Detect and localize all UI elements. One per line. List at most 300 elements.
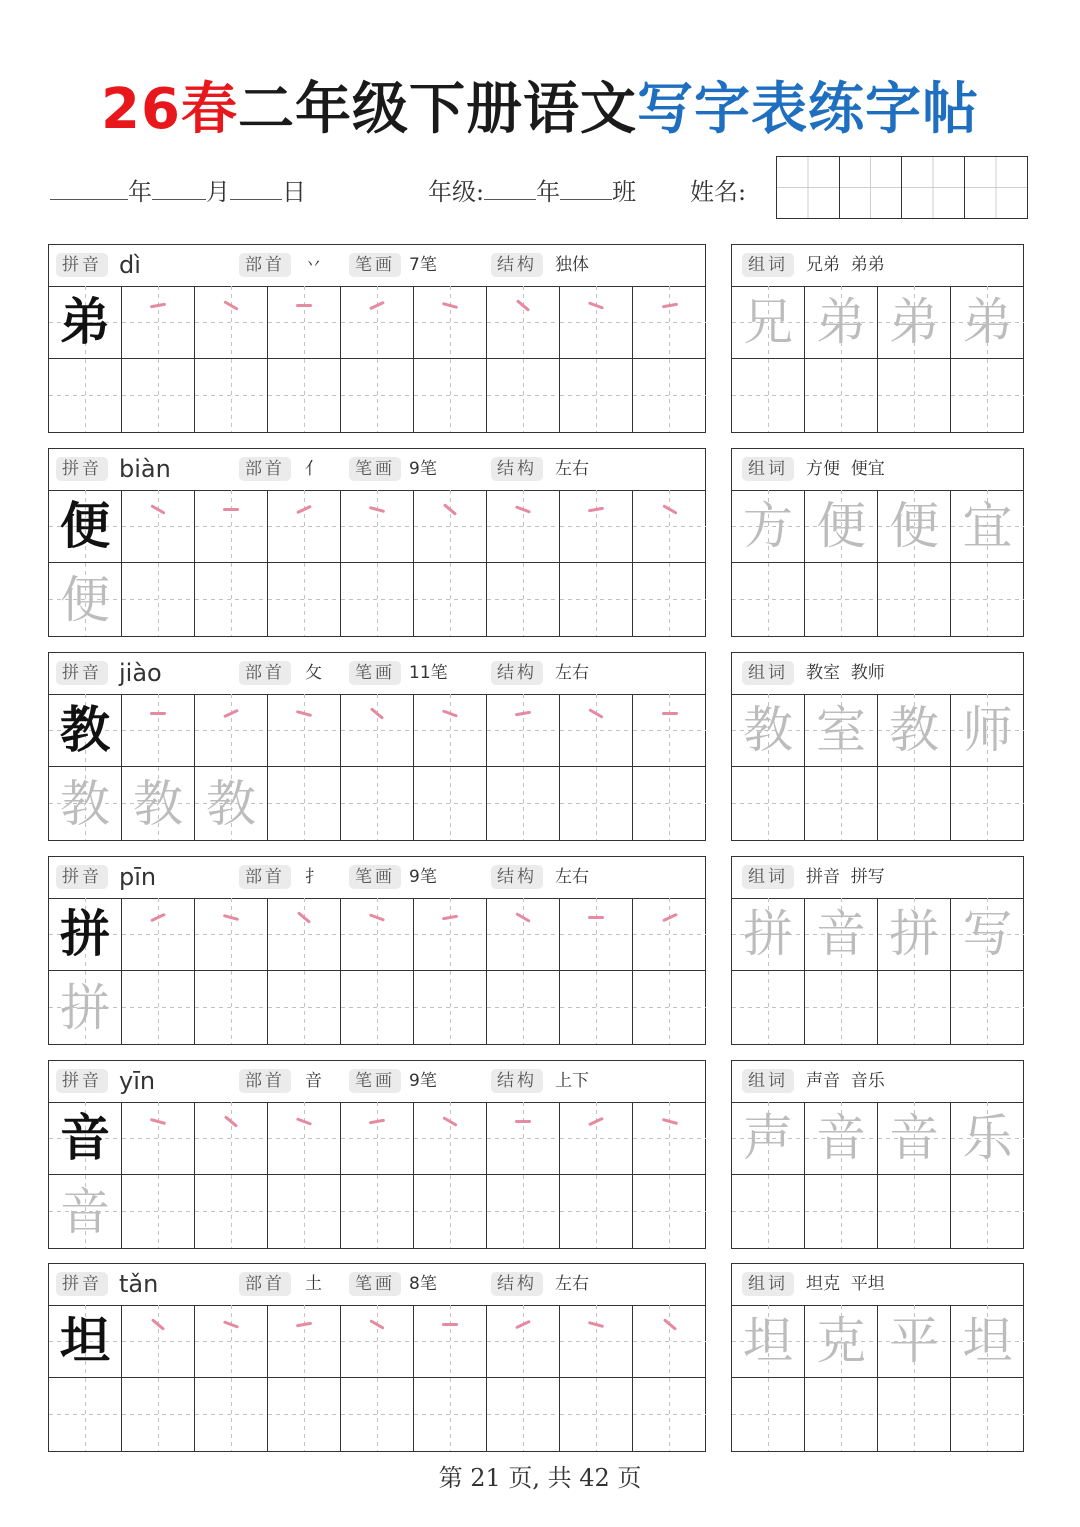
name-cell[interactable]: [902, 157, 965, 218]
stroke-step: [349, 1110, 405, 1166]
empty-practice-cell[interactable]: [633, 1378, 706, 1451]
stroke-step: [349, 294, 405, 350]
word-trace-char: 拼: [743, 905, 793, 963]
word-trace-cell[interactable]: [951, 1102, 1024, 1175]
stroke-order-cell[interactable]: [633, 898, 706, 971]
empty-word-cell[interactable]: [805, 1175, 878, 1248]
stroke-order-cell[interactable]: [195, 1305, 268, 1378]
empty-practice-cell[interactable]: [560, 971, 633, 1044]
class-label: 班: [612, 178, 637, 206]
word-practice-box: [731, 856, 1024, 1045]
stroke-order-cell[interactable]: [487, 898, 560, 971]
stroke-order-cell[interactable]: [268, 1102, 341, 1175]
empty-word-cell[interactable]: [732, 767, 805, 840]
stroke-mark: [296, 710, 312, 717]
stroke-mark: [150, 712, 166, 715]
char-info-header: [49, 1061, 705, 1103]
word-trace-char: 室: [816, 701, 866, 759]
word-trace-char: 坦: [962, 1312, 1013, 1370]
stroke-step: [495, 702, 551, 758]
empty-word-cell[interactable]: [805, 563, 878, 636]
empty-practice-cell[interactable]: [487, 359, 560, 432]
stroke-order-cell[interactable]: [414, 286, 487, 359]
empty-word-cell[interactable]: [732, 971, 805, 1044]
model-char-cell[interactable]: [49, 490, 122, 563]
empty-practice-cell[interactable]: [268, 1378, 341, 1451]
name-cell[interactable]: [965, 157, 1028, 218]
stroke-step: [568, 498, 624, 554]
stroke-step: [642, 294, 698, 350]
empty-practice-cell[interactable]: [341, 563, 414, 636]
strokes-value: 9笔: [409, 1071, 437, 1091]
empty-practice-cell[interactable]: [414, 767, 487, 840]
words-value: 拼音 拼写: [806, 867, 885, 887]
empty-word-cell[interactable]: [878, 359, 951, 432]
stroke-order-cell[interactable]: [195, 286, 268, 359]
stroke-order-cell[interactable]: [122, 286, 195, 359]
word-trace-char: 方: [743, 497, 793, 555]
stroke-order-cell[interactable]: [633, 286, 706, 359]
stroke-order-cell[interactable]: [487, 286, 560, 359]
empty-word-cell[interactable]: [951, 359, 1024, 432]
stroke-order-cell[interactable]: [341, 1305, 414, 1378]
word-trace-cell[interactable]: [732, 1305, 805, 1378]
stroke-order-cell[interactable]: [487, 1102, 560, 1175]
stroke-order-cell[interactable]: [414, 1305, 487, 1378]
empty-word-cell[interactable]: [951, 563, 1024, 636]
writing-grid: [49, 286, 706, 432]
stroke-step: [276, 702, 332, 758]
char-block: [48, 448, 1024, 637]
word-trace-cell[interactable]: [732, 694, 805, 767]
empty-practice-cell[interactable]: [122, 1378, 195, 1451]
name-cell[interactable]: [840, 157, 903, 218]
stroke-order-cell[interactable]: [122, 898, 195, 971]
empty-practice-cell[interactable]: [195, 563, 268, 636]
stroke-order-cell[interactable]: [195, 694, 268, 767]
empty-practice-cell[interactable]: [268, 359, 341, 432]
empty-practice-cell[interactable]: [341, 767, 414, 840]
grade-year-blank[interactable]: [484, 177, 536, 200]
word-trace-char: 教: [889, 701, 939, 759]
stroke-order-cell[interactable]: [560, 286, 633, 359]
trace-char-cell[interactable]: [49, 971, 122, 1044]
stroke-mark: [442, 915, 458, 921]
empty-word-cell[interactable]: [951, 1378, 1024, 1451]
stroke-step: [568, 1110, 624, 1166]
word-trace-cell[interactable]: [951, 694, 1024, 767]
empty-word-cell[interactable]: [878, 1175, 951, 1248]
stroke-order-cell[interactable]: [633, 490, 706, 563]
empty-practice-cell[interactable]: [487, 971, 560, 1044]
stroke-mark: [369, 913, 385, 921]
char-block: [48, 652, 1024, 841]
empty-practice-cell[interactable]: [560, 359, 633, 432]
word-trace-cell[interactable]: [951, 286, 1024, 359]
empty-practice-cell[interactable]: [268, 971, 341, 1044]
stroke-step: [130, 1110, 186, 1166]
word-trace-cell[interactable]: [732, 1102, 805, 1175]
word-trace-cell[interactable]: [732, 490, 805, 563]
trace-char-cell[interactable]: [49, 767, 122, 840]
empty-practice-cell[interactable]: [633, 563, 706, 636]
trace-char: 教: [133, 774, 183, 833]
stroke-order-cell[interactable]: [122, 490, 195, 563]
name-grid[interactable]: [776, 156, 1028, 219]
stroke-step: [568, 1313, 624, 1369]
stroke-order-cell[interactable]: [268, 898, 341, 971]
empty-practice-cell[interactable]: [268, 1175, 341, 1248]
stroke-mark: [661, 303, 677, 309]
stroke-step: [568, 702, 624, 758]
word-grid: [732, 1305, 1024, 1451]
structure-tag: 结构: [491, 1272, 543, 1296]
stroke-step: [203, 294, 259, 350]
empty-practice-cell[interactable]: [195, 971, 268, 1044]
word-trace-cell[interactable]: [878, 490, 951, 563]
word-trace-char: 坦: [743, 1312, 793, 1370]
stroke-order-cell[interactable]: [122, 694, 195, 767]
stroke-mark: [442, 1116, 457, 1127]
pinyin-tag: 拼音: [56, 865, 108, 889]
writing-grid: [49, 694, 706, 840]
model-char-cell[interactable]: [49, 286, 122, 359]
word-practice-box: [731, 1263, 1024, 1452]
stroke-order-cell[interactable]: [195, 1102, 268, 1175]
empty-practice-cell[interactable]: [341, 359, 414, 432]
model-char: 教: [60, 701, 110, 759]
words-value: 声音 音乐: [806, 1071, 885, 1091]
empty-word-cell[interactable]: [732, 1378, 805, 1451]
empty-word-cell[interactable]: [805, 767, 878, 840]
stroke-step: [422, 1110, 478, 1166]
trace-char: 教: [60, 774, 110, 833]
empty-practice-cell[interactable]: [195, 359, 268, 432]
empty-practice-cell[interactable]: [414, 359, 487, 432]
radical-value: 攵: [305, 663, 322, 683]
stroke-mark: [369, 1119, 385, 1125]
word-trace-char: 写: [962, 905, 1013, 963]
empty-word-cell[interactable]: [805, 1378, 878, 1451]
empty-practice-cell[interactable]: [414, 1378, 487, 1451]
word-trace-cell[interactable]: [805, 694, 878, 767]
stroke-order-cell[interactable]: [268, 490, 341, 563]
empty-word-cell[interactable]: [878, 971, 951, 1044]
char-info-header: [49, 449, 705, 491]
model-char-cell[interactable]: [49, 898, 122, 971]
char-practice-box: [48, 856, 706, 1045]
stroke-step: [349, 498, 405, 554]
structure-value: 左右: [555, 459, 589, 479]
stroke-order-cell[interactable]: [560, 1305, 633, 1378]
stroke-step: [495, 1110, 551, 1166]
empty-practice-cell[interactable]: [341, 971, 414, 1044]
empty-practice-cell[interactable]: [122, 1175, 195, 1248]
word-practice-box: [731, 244, 1024, 433]
pinyin-value: tǎn: [119, 1270, 159, 1298]
stroke-order-cell[interactable]: [487, 694, 560, 767]
stroke-order-cell[interactable]: [268, 286, 341, 359]
stroke-order-cell[interactable]: [633, 1305, 706, 1378]
word-trace-cell[interactable]: [951, 898, 1024, 971]
trace-char-cell[interactable]: [195, 767, 268, 840]
stroke-mark: [151, 1318, 165, 1331]
empty-practice-cell[interactable]: [195, 1378, 268, 1451]
empty-practice-cell[interactable]: [560, 563, 633, 636]
word-trace-char: 音: [816, 1109, 866, 1167]
empty-practice-cell[interactable]: [49, 359, 122, 432]
stroke-mark: [515, 1120, 531, 1123]
stroke-mark: [150, 1118, 166, 1125]
empty-word-cell[interactable]: [732, 563, 805, 636]
word-trace-cell[interactable]: [805, 490, 878, 563]
stroke-order-cell[interactable]: [414, 490, 487, 563]
empty-word-cell[interactable]: [805, 971, 878, 1044]
stroke-order-cell[interactable]: [341, 694, 414, 767]
year-blank[interactable]: [50, 177, 128, 200]
stroke-step: [349, 702, 405, 758]
stroke-mark: [150, 303, 166, 309]
empty-practice-cell[interactable]: [414, 563, 487, 636]
trace-char-cell[interactable]: [122, 767, 195, 840]
char-block: [48, 1263, 1024, 1452]
stroke-order-cell[interactable]: [414, 694, 487, 767]
word-practice-box: [731, 652, 1024, 841]
stroke-mark: [297, 911, 311, 924]
strokes-value: 11笔: [409, 663, 448, 683]
word-trace-char: 宜: [962, 497, 1013, 555]
pinyin-value: pīn: [119, 863, 157, 891]
stroke-order-cell[interactable]: [341, 898, 414, 971]
stroke-order-cell[interactable]: [195, 490, 268, 563]
radical-tag: 部首: [239, 865, 291, 889]
stroke-order-cell[interactable]: [122, 1305, 195, 1378]
stroke-order-cell[interactable]: [560, 898, 633, 971]
empty-word-cell[interactable]: [732, 1175, 805, 1248]
structure-tag: 结构: [491, 253, 543, 277]
char-practice-box: [48, 652, 706, 841]
day-blank[interactable]: [230, 177, 282, 200]
word-header: [732, 245, 1023, 287]
empty-practice-cell[interactable]: [195, 1175, 268, 1248]
stroke-step: [422, 702, 478, 758]
words-tag: 组词: [742, 1069, 794, 1093]
stroke-step: [422, 1313, 478, 1369]
stroke-order-cell[interactable]: [414, 898, 487, 971]
structure-value: 独体: [555, 255, 589, 275]
stroke-order-cell[interactable]: [633, 1102, 706, 1175]
word-trace-cell[interactable]: [878, 1102, 951, 1175]
word-header: [732, 449, 1023, 491]
word-grid: [732, 898, 1024, 1044]
stroke-order-cell[interactable]: [122, 1102, 195, 1175]
word-trace-cell[interactable]: [805, 286, 878, 359]
empty-word-cell[interactable]: [951, 767, 1024, 840]
stroke-order-cell[interactable]: [560, 1102, 633, 1175]
stroke-order-cell[interactable]: [560, 694, 633, 767]
empty-practice-cell[interactable]: [268, 767, 341, 840]
trace-char-cell[interactable]: [49, 563, 122, 636]
stroke-order-cell[interactable]: [633, 694, 706, 767]
strokes-value: 8笔: [409, 1274, 437, 1294]
empty-word-cell[interactable]: [951, 1175, 1024, 1248]
stroke-step: [642, 702, 698, 758]
word-grid: [732, 490, 1024, 636]
words-tag: 组词: [742, 253, 794, 277]
word-trace-cell[interactable]: [805, 1305, 878, 1378]
stroke-mark: [662, 913, 678, 922]
stroke-step: [130, 906, 186, 962]
pinyin-value: dì: [119, 251, 141, 279]
word-trace-cell[interactable]: [878, 694, 951, 767]
radical-value: 亻: [305, 459, 322, 479]
empty-practice-cell[interactable]: [633, 971, 706, 1044]
char-block: [48, 244, 1024, 433]
stroke-mark: [369, 301, 385, 310]
empty-practice-cell[interactable]: [633, 359, 706, 432]
word-header: [732, 1061, 1023, 1103]
trace-char: 音: [60, 1182, 110, 1241]
pinyin-tag: 拼音: [56, 1069, 108, 1093]
empty-word-cell[interactable]: [878, 563, 951, 636]
empty-word-cell[interactable]: [732, 359, 805, 432]
month-label: 月: [206, 178, 230, 206]
empty-practice-cell[interactable]: [560, 1175, 633, 1248]
radical-value: 丷: [305, 255, 322, 275]
radical-tag: 部首: [239, 661, 291, 685]
stroke-order-cell[interactable]: [268, 694, 341, 767]
word-trace-char: 教: [743, 701, 793, 759]
word-trace-cell[interactable]: [951, 490, 1024, 563]
empty-practice-cell[interactable]: [487, 767, 560, 840]
char-practice-box: [48, 448, 706, 637]
strokes-tag: 笔画: [349, 1272, 401, 1296]
word-trace-cell[interactable]: [878, 898, 951, 971]
stroke-step: [349, 906, 405, 962]
stroke-order-cell[interactable]: [195, 898, 268, 971]
empty-word-cell[interactable]: [805, 359, 878, 432]
model-char-cell[interactable]: [49, 1102, 122, 1175]
stroke-mark: [588, 507, 604, 513]
empty-word-cell[interactable]: [878, 767, 951, 840]
empty-word-cell[interactable]: [878, 1378, 951, 1451]
empty-practice-cell[interactable]: [414, 971, 487, 1044]
stroke-mark: [661, 1118, 677, 1125]
empty-practice-cell[interactable]: [414, 1175, 487, 1248]
model-char-cell[interactable]: [49, 1305, 122, 1378]
structure-tag: 结构: [491, 865, 543, 889]
writing-grid: [49, 1102, 706, 1248]
empty-practice-cell[interactable]: [341, 1378, 414, 1451]
structure-tag: 结构: [491, 661, 543, 685]
word-trace-char: 便: [889, 497, 939, 555]
empty-practice-cell[interactable]: [487, 1378, 560, 1451]
grade-line: [428, 176, 636, 208]
word-trace-cell[interactable]: [805, 1102, 878, 1175]
word-trace-char: 乐: [962, 1109, 1013, 1167]
char-info-header: [49, 653, 705, 695]
stroke-step: [130, 1313, 186, 1369]
trace-char-cell[interactable]: [49, 1175, 122, 1248]
word-trace-cell[interactable]: [732, 286, 805, 359]
stroke-mark: [515, 711, 531, 717]
model-char-cell[interactable]: [49, 694, 122, 767]
pinyin-value: yīn: [119, 1067, 156, 1095]
trace-char: 教: [206, 774, 256, 833]
stroke-mark: [443, 503, 457, 516]
empty-practice-cell[interactable]: [341, 1175, 414, 1248]
empty-practice-cell[interactable]: [633, 767, 706, 840]
stroke-step: [422, 498, 478, 554]
stroke-order-cell[interactable]: [487, 1305, 560, 1378]
day-label: 日: [282, 178, 306, 206]
word-trace-cell[interactable]: [732, 898, 805, 971]
stroke-step: [276, 1110, 332, 1166]
stroke-step: [568, 294, 624, 350]
stroke-order-cell[interactable]: [341, 1102, 414, 1175]
words-tag: 组词: [742, 457, 794, 481]
stroke-step: [642, 1313, 698, 1369]
stroke-mark: [369, 1319, 384, 1330]
stroke-mark: [516, 299, 530, 312]
char-practice-box: [48, 1060, 706, 1249]
empty-practice-cell[interactable]: [560, 767, 633, 840]
radical-tag: 部首: [239, 457, 291, 481]
stroke-mark: [515, 505, 531, 513]
title-part-blue: 写字表练字帖: [636, 77, 979, 142]
stroke-mark: [515, 1320, 531, 1329]
structure-value: 左右: [555, 867, 589, 887]
empty-practice-cell[interactable]: [122, 971, 195, 1044]
word-trace-cell[interactable]: [805, 898, 878, 971]
empty-practice-cell[interactable]: [268, 563, 341, 636]
stroke-order-cell[interactable]: [414, 1102, 487, 1175]
empty-practice-cell[interactable]: [487, 1175, 560, 1248]
structure-value: 左右: [555, 663, 589, 683]
word-trace-char: 音: [889, 1109, 939, 1167]
stroke-mark: [296, 1117, 312, 1125]
empty-practice-cell[interactable]: [49, 1378, 122, 1451]
stroke-order-cell[interactable]: [487, 490, 560, 563]
empty-practice-cell[interactable]: [122, 563, 195, 636]
stroke-step: [276, 498, 332, 554]
stroke-order-cell[interactable]: [268, 1305, 341, 1378]
class-blank[interactable]: [560, 177, 612, 200]
word-trace-char: 兄: [743, 293, 793, 351]
stroke-mark: [588, 301, 604, 309]
month-blank[interactable]: [152, 177, 206, 200]
stroke-mark: [662, 1318, 676, 1331]
empty-practice-cell[interactable]: [633, 1175, 706, 1248]
empty-practice-cell[interactable]: [487, 563, 560, 636]
stroke-mark: [223, 508, 239, 511]
stroke-order-cell[interactable]: [341, 490, 414, 563]
stroke-order-cell[interactable]: [560, 490, 633, 563]
name-cell[interactable]: [777, 157, 840, 218]
words-value: 教室 教师: [806, 663, 885, 683]
pinyin-tag: 拼音: [56, 457, 108, 481]
word-trace-cell[interactable]: [878, 1305, 951, 1378]
stroke-order-cell[interactable]: [341, 286, 414, 359]
char-block: [48, 856, 1024, 1045]
stroke-mark: [223, 300, 238, 311]
word-trace-cell[interactable]: [951, 1305, 1024, 1378]
word-trace-char: 声: [743, 1109, 793, 1167]
empty-practice-cell[interactable]: [560, 1378, 633, 1451]
empty-practice-cell[interactable]: [122, 359, 195, 432]
word-trace-cell[interactable]: [878, 286, 951, 359]
empty-word-cell[interactable]: [951, 971, 1024, 1044]
